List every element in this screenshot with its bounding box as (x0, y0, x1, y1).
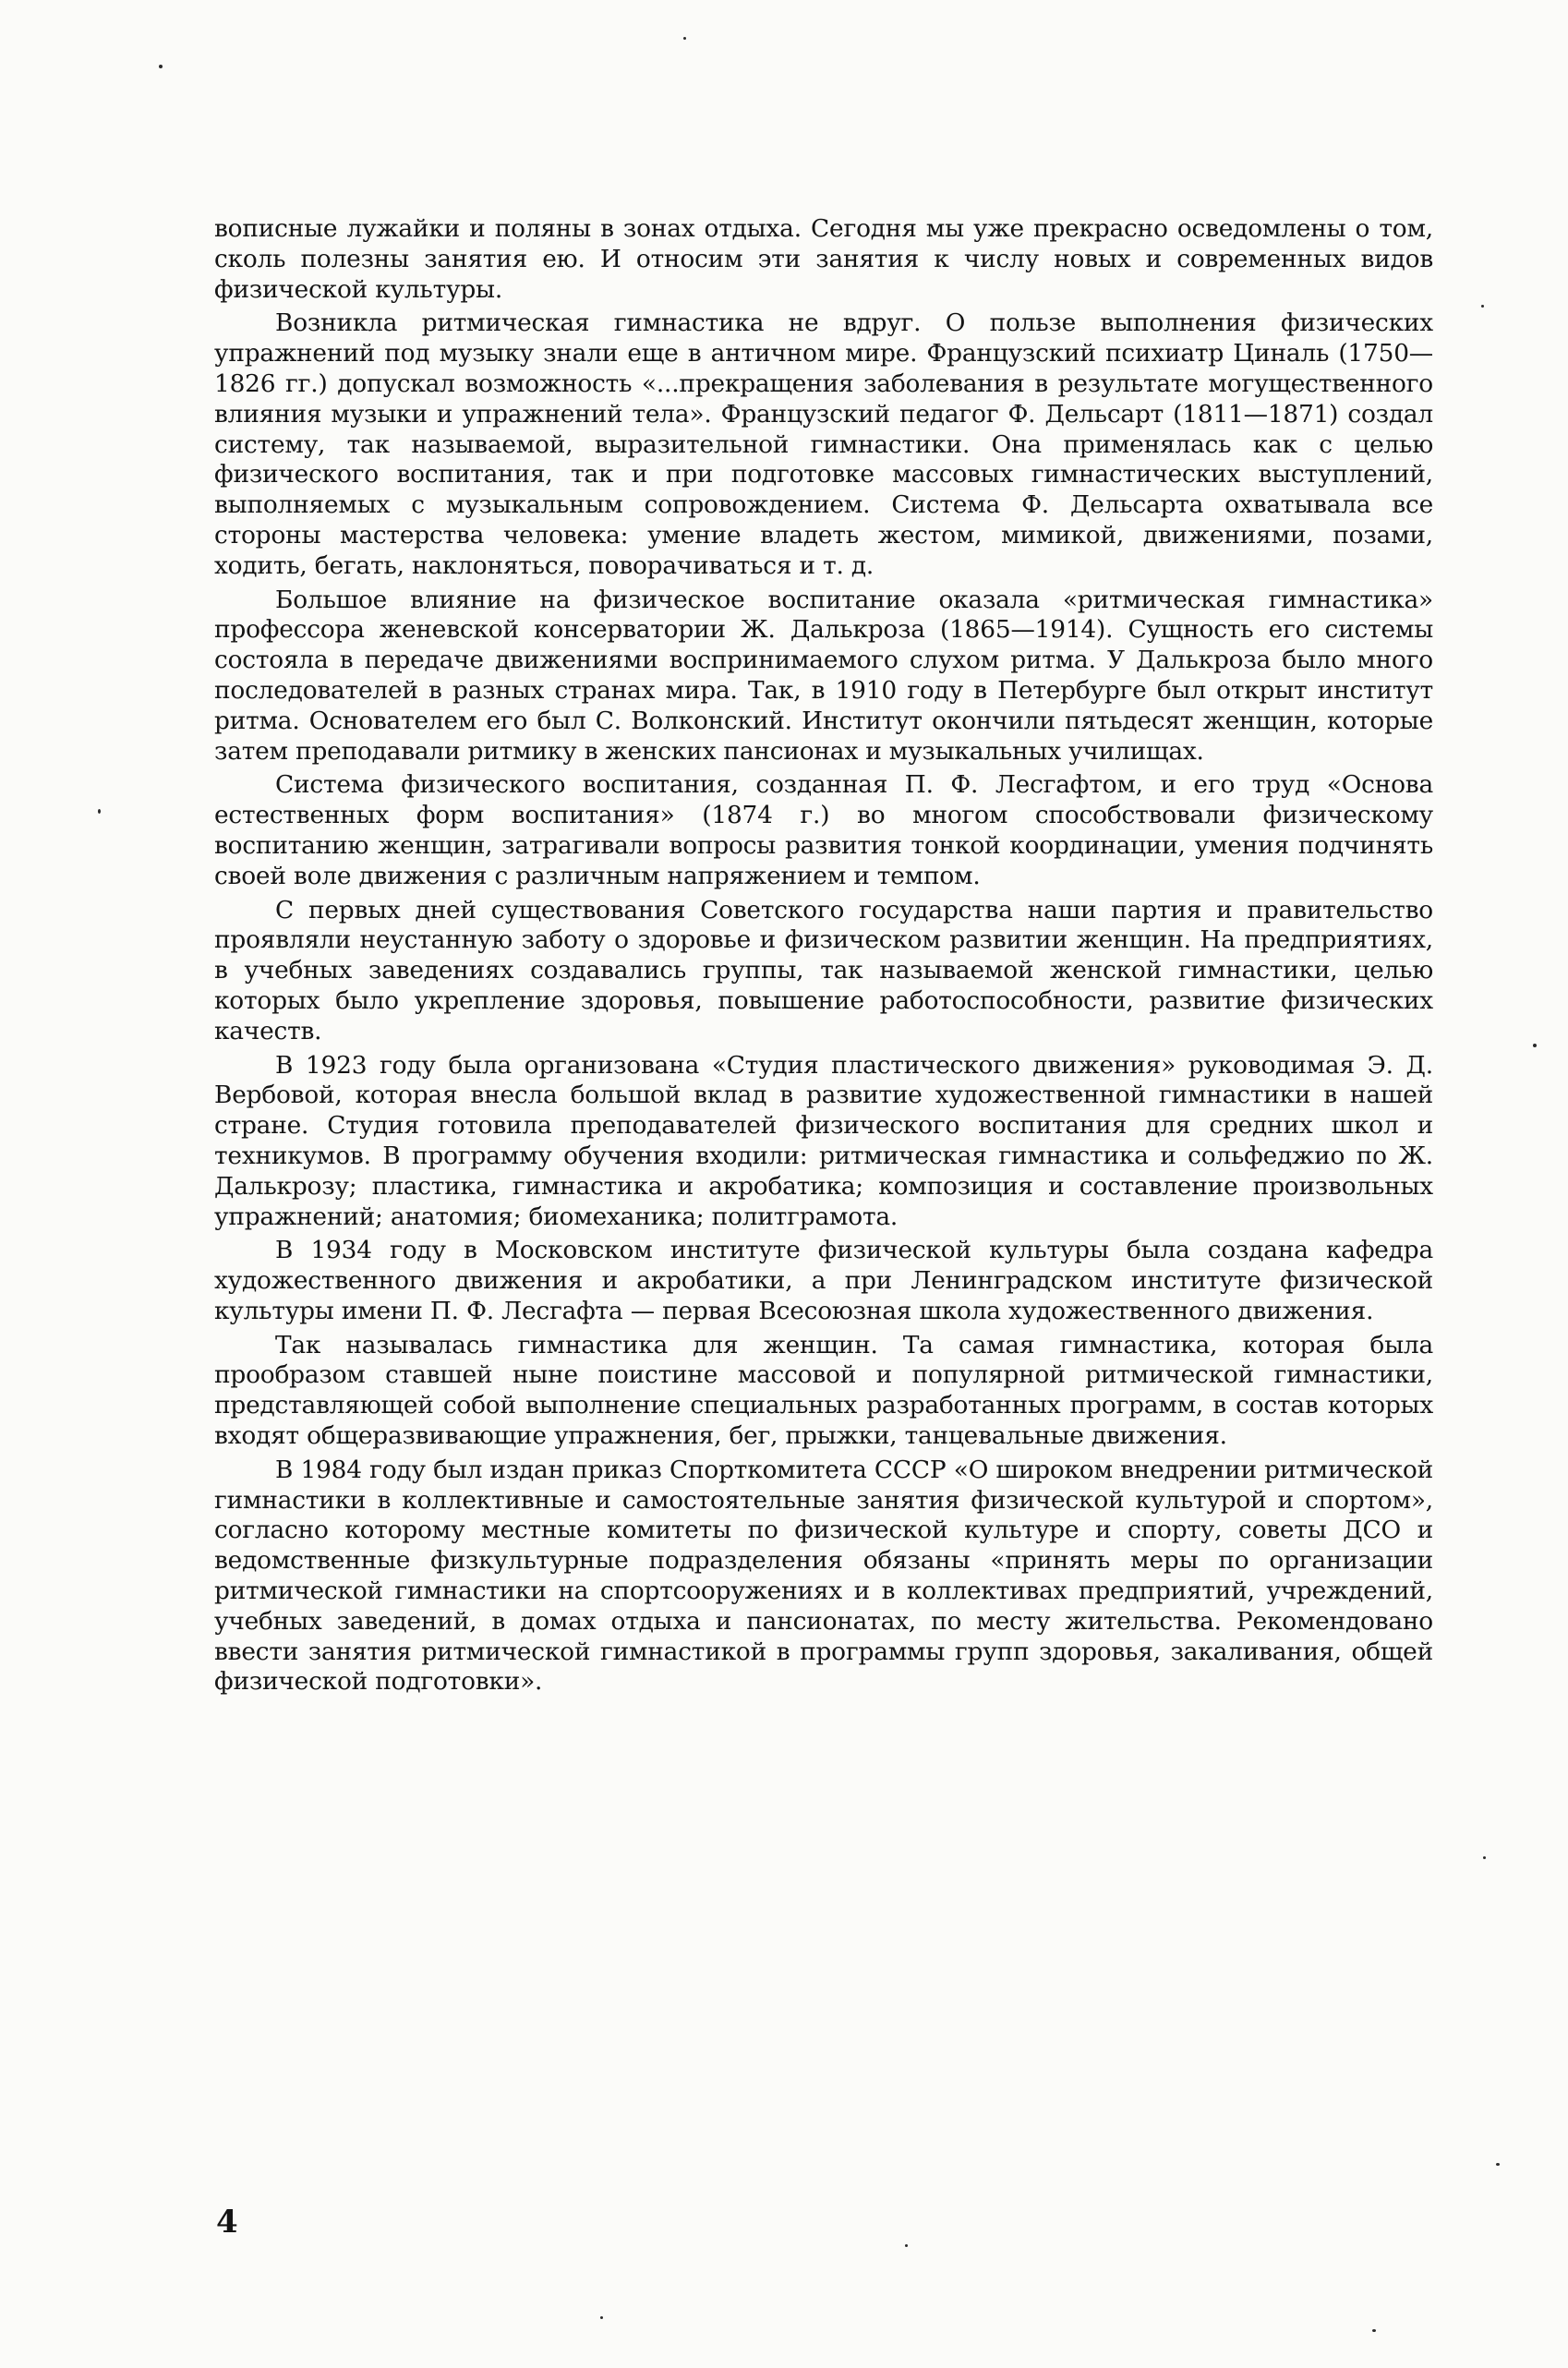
paragraph-9: В 1984 году был издан приказ Спорткомитета СССР «О широком внедрении ритмической гимнастики в коллективные и самостоятельные занятия физической культурой и спортом», согласно которому местные комитеты по физической культуре и спорту, советы ДСО и ведомственные физкультурные подразделения обязаны «принять меры по организации ритмической гимнастики на спортсооружениях и в коллективах предприятий, учреждений, учебных заведений, в домах отдыха и пансионатах, по месту жительства. Рекомендовано ввести занятия ритмической гимнастикой в программы групп здоровья, закаливания, общей физической подготовки». (214, 1455, 1433, 1697)
scan-speck (1533, 1044, 1537, 1047)
body-text (214, 214, 1433, 1701)
paragraph-4: Система физического воспитания, созданная П. Ф. Лесгафтом, и его труд «Основа естественных форм воспитания» (1874 г.) во многом способствовали физическому воспитанию женщин, затрагивали вопросы развития тонкой координации, умения подчинять своей воле движения с различным напряжением и темпом. (214, 770, 1433, 890)
paragraph-5: С первых дней существования Советского государства наши партия и правительство проявляли неустанную заботу о здоровье и физическом развитии женщин. На предприятиях, в учебных заведениях создавались группы, так называемой женской гимнастики, целью которых было укрепление здоровья, повышение работоспособности, развитие физических качеств. (214, 895, 1433, 1045)
scan-speck (1483, 1856, 1486, 1859)
page-number: 4 (216, 2204, 238, 2241)
paragraph-7: В 1934 году в Московском институте физической культуры была создана кафедра художественного движения и акробатики, а при Ленинградском институте физической культуры имени П. Ф. Лесгафта — первая Всесоюзная школа художественного движения. (214, 1236, 1433, 1325)
paragraph-8: Так называлась гимнастика для женщин. Та самая гимнастика, которая была прообразом ставшей ныне поистине массовой и популярной ритмической гимнастики, представляющей собой выполнение специальных разработанных программ, в состав которых входят общеразвивающие упражнения, бег, прыжки, танцевальные движения. (214, 1330, 1433, 1451)
scan-speck (905, 2244, 908, 2247)
scan-speck (1372, 2329, 1376, 2332)
paragraph-1: вописные лужайки и поляны в зонах отдыха. Сегодня мы уже прекрасно осведомлены о том, сколь полезны занятия ею. И относим эти занятия к числу новых и современных видов физической культуры. (214, 214, 1433, 304)
scan-speck (159, 65, 163, 68)
scan-speck (683, 37, 686, 40)
scan-speck (600, 2316, 603, 2319)
scan-speck (1496, 2163, 1500, 2166)
scan-speck (98, 809, 101, 814)
paragraph-3: Большое влияние на физическое воспитание оказала «ритмическая гимнастика» профессора женевской консерватории Ж. Далькроза (1865—1914). Сущность его системы состояла в передаче движениями воспринимаемого слухом ритма. У Далькроза было много последователей в разных странах мира. Так, в 1910 году в Петербурге был открыт институт ритма. Основателем его был С. Волконский. Институт окончили пятьдесят женщин, которые затем преподавали ритмику в женских пансионах и музыкальных училищах. (214, 585, 1433, 766)
paragraph-2: Возникла ритмическая гимнастика не вдруг. О пользе выполнения физических упражнений под музыку знали еще в античном мире. Французский психиатр Циналь (1750—1826 гг.) допускал возможность «...прекращения заболевания в результате могущественного влияния музыки и упражнений тела». Французский педагог Ф. Дельсарт (1811—1871) создал систему, так называемой, выразительной гимнастики. Она применялась как с целью физического воспитания, так и при подготовке массовых гимнастических выступлений, выполняемых с музыкальным сопровождением. Система Ф. Дельсарта охватывала все стороны мастерства человека: умение владеть жестом, мимикой, движениями, позами, ходить, бегать, наклоняться, поворачиваться и т. д. (214, 308, 1433, 580)
scan-speck (1481, 305, 1484, 308)
paragraph-6: В 1923 году была организована «Студия пластического движения» руководимая Э. Д. Вербовой, которая внесла большой вклад в развитие художественной гимнастики в нашей стране. Студия готовила преподавателей физического воспитания для средних школ и техникумов. В программу обучения входили: ритмическая гимнастика и сольфеджио по Ж. Далькрозу; пластика, гимнастика и акробатика; композиция и составление произвольных упражнений; анатомия; биомеханика; политграмота. (214, 1050, 1433, 1231)
